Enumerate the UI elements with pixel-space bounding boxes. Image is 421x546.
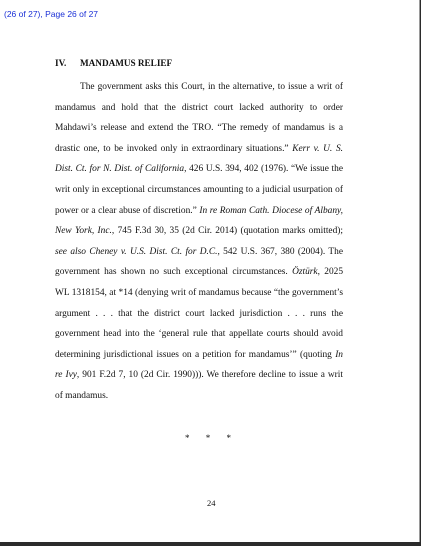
document-body bbox=[55, 56, 343, 407]
case-citation: In re Roman Cath. Diocese of Albany, New York, Inc. bbox=[55, 205, 343, 237]
section-heading bbox=[55, 56, 343, 70]
paragraph-text: The government asks this Court, in the alternative, to issue a writ of mandamus and hold that the district court lacked authority to order Mahdawi’s release and extend the TRO. “The remedy of mandamus is a drastic one, to be invoked only in extraordinary situations.” bbox=[55, 82, 343, 154]
case-citation: Öztürk bbox=[292, 267, 318, 278]
case-citation: Kerr v. U. S. Dist. Ct. for N. Dist. of California bbox=[55, 143, 343, 175]
section-title: MANDAMUS RELIEF bbox=[80, 58, 173, 68]
section-break: * * * bbox=[185, 433, 231, 443]
viewer-bottom-edge bbox=[0, 542, 421, 546]
paragraph-text: , 901 F.2d 7, 10 (2d Cir. 1990))). We therefore decline to issue a writ of mandamus. bbox=[55, 370, 344, 401]
paragraph-text: , 745 F.3d 30, 35 (2d Cir. 2014) (quotation marks omitted); bbox=[111, 226, 343, 237]
page-indicator: (26 of 27), Page 26 of 27 bbox=[4, 9, 99, 19]
section-number: IV. bbox=[55, 58, 67, 68]
body-paragraph bbox=[55, 77, 343, 407]
case-citation: see also Cheney v. U.S. Dist. Ct. for D.C. bbox=[55, 246, 218, 257]
paragraph-text: , 2025 WL 1318154, at *14 (denying writ of mandamus because “the government’s argument . . . that the district court lacked jurisdiction . . . runs the government head into the ‘general rule that appellate courts should avoid determining jurisdictional issues on a petition for mandamus’” (quoting bbox=[55, 267, 344, 360]
page-number: 24 bbox=[207, 498, 216, 508]
case-citation: In re Ivy bbox=[55, 349, 343, 381]
paragraph-text: , 426 U.S. 394, 402 (1976). “We issue the writ only in exceptional circumstances amounting to a judicial usurpation of power or a clear abuse of discretion.” bbox=[55, 164, 343, 216]
paragraph-text: , 542 U.S. 367, 380 (2004). The government has shown no such exceptional circumstances. bbox=[55, 246, 343, 278]
